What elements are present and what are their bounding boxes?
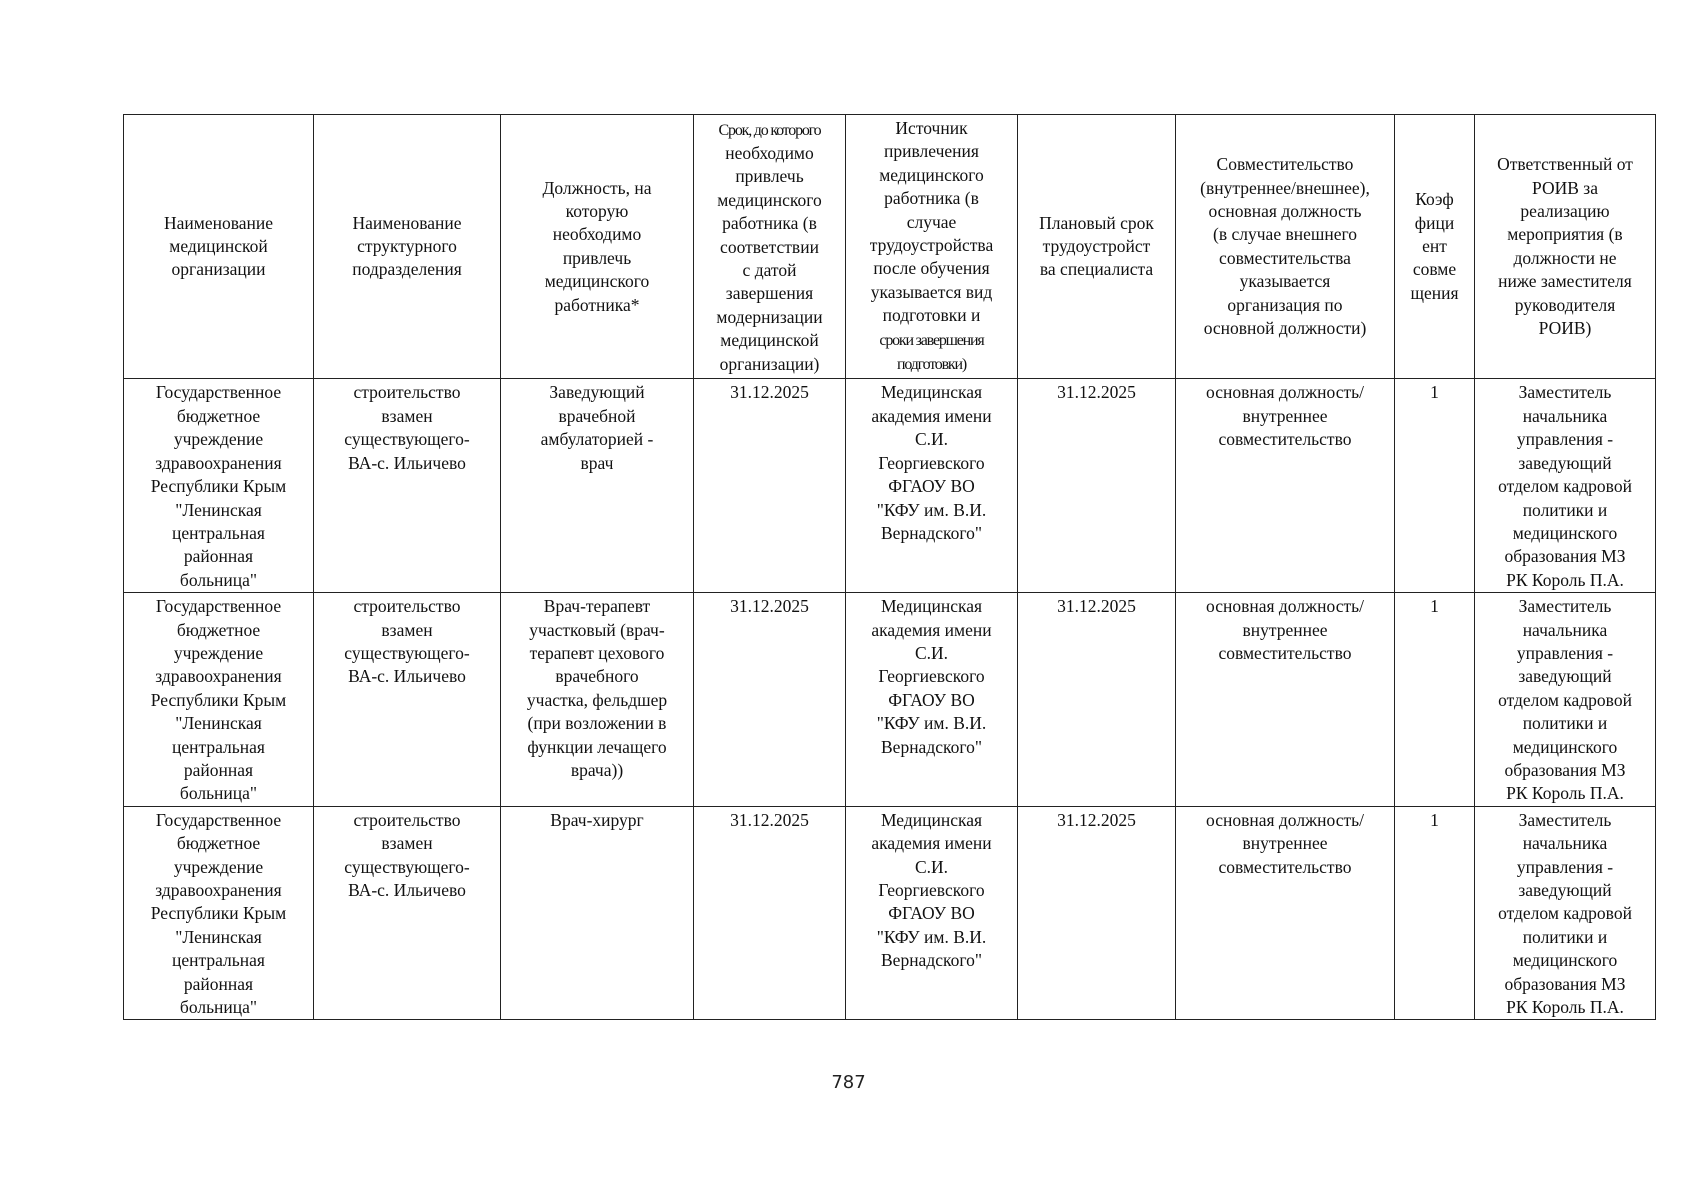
cell-text-line: основная должность/ xyxy=(1206,382,1364,403)
cell-text-line: основной должности) xyxy=(1203,317,1367,338)
cell-text-line: заведующий xyxy=(1518,452,1612,473)
cell-text-line: заведующий xyxy=(1518,666,1612,687)
cell-text-line: академия имени xyxy=(871,833,992,854)
cell-text-line: медицинского xyxy=(1512,522,1618,543)
cell-text-line: внутреннее xyxy=(1242,619,1328,640)
cell-text-line: терапевт цехового xyxy=(529,642,665,663)
cell-text-line: руководителя xyxy=(1514,294,1616,315)
cell-text-line: политики и xyxy=(1522,499,1608,520)
cell-combination xyxy=(1176,593,1395,807)
cell-text-line: Вернадского" xyxy=(881,522,982,543)
cell-text-line: политики и xyxy=(1522,926,1608,947)
cell-text-line: структурного xyxy=(357,236,457,257)
cell-text-line: РК Король П.А. xyxy=(1506,783,1624,804)
cell-text-line: управления - xyxy=(1516,642,1614,663)
cell-text-line: щения xyxy=(1410,282,1459,303)
cell-text-line: 31.12.2025 xyxy=(730,809,809,830)
cell-text-line: здравоохранения xyxy=(155,880,282,900)
cell-text-line: 1 xyxy=(1430,596,1439,617)
cell-text-line: отделом кадровой xyxy=(1498,903,1632,924)
cell-source xyxy=(846,379,1018,593)
cell-text-line: которую xyxy=(565,200,629,221)
cell-text-line: РОИВ за xyxy=(1532,177,1598,198)
cell-text-line: Республики Крым xyxy=(150,903,287,924)
cell-text-line: центральная xyxy=(172,522,265,543)
cell-text-line: образования МЗ xyxy=(1504,973,1626,994)
cell-text-line: Источник xyxy=(895,118,968,138)
cell-deadline xyxy=(694,593,846,807)
cell-text-line: основная должность/ xyxy=(1206,809,1364,830)
cell-text-line: Вернадского" xyxy=(881,736,982,757)
cell-text-line: подготовки и xyxy=(882,305,981,326)
cell-text-line: работника (в xyxy=(722,213,817,234)
cell-text-line: отделом кадровой xyxy=(1498,476,1632,497)
cell-text-line: здравоохранения xyxy=(155,666,282,687)
cell-text-line: Заместитель xyxy=(1518,596,1612,617)
cell-text-line: центральная xyxy=(172,736,265,757)
cell-text-line: Государственное xyxy=(155,809,282,830)
cell-text-line: случае xyxy=(906,211,957,232)
cell-text-line: больница" xyxy=(179,997,258,1018)
cell-text-line: здравоохранения xyxy=(155,452,282,473)
cell-combination xyxy=(1176,379,1395,593)
table-header-row xyxy=(124,115,1656,379)
cell-text-line: Георгиевского xyxy=(878,666,985,687)
cell-text-line: "Ленинская xyxy=(175,713,262,734)
cell-text-line: учреждение xyxy=(173,429,264,450)
cell-text-line: строительство xyxy=(353,809,461,830)
cell-text-line: ФГАОУ ВО xyxy=(888,689,975,710)
cell-org-name xyxy=(124,593,314,807)
cell-text-line: РК Король П.А. xyxy=(1506,569,1624,590)
cell-text-line: отделом кадровой xyxy=(1498,689,1632,710)
cell-text-line: завершения xyxy=(725,283,814,304)
cell-unit-name xyxy=(314,806,501,1020)
cell-text-line: Заместитель xyxy=(1518,809,1612,830)
cell-text-line: взамен xyxy=(381,405,433,426)
cell-text-line: "Ленинская xyxy=(175,926,262,947)
cell-text-line: должности не xyxy=(1513,247,1617,268)
cell-text-line: совместительство xyxy=(1218,642,1352,663)
cell-text-line: политики и xyxy=(1522,713,1608,734)
cell-text-line: (внутреннее/внешнее), xyxy=(1200,177,1370,198)
cell-text-line: Плановый срок xyxy=(1039,212,1154,233)
cell-unit-name xyxy=(314,379,501,593)
cell-unit-name xyxy=(314,593,501,807)
cell-text-line: "КФУ им. В.И. xyxy=(876,926,987,947)
cell-text-line: бюджетное xyxy=(176,405,261,426)
cell-coefficient xyxy=(1395,806,1475,1020)
cell-text-line: медицинского xyxy=(544,271,650,292)
cell-text-line: академия имени xyxy=(871,619,992,640)
cell-text-line: районная xyxy=(183,973,254,994)
cell-text-line: учреждение xyxy=(173,856,264,877)
cell-responsible xyxy=(1475,379,1656,593)
cell-text-line: модернизации xyxy=(716,306,823,327)
cell-text-line: "КФУ им. В.И. xyxy=(876,713,987,734)
cell-combination xyxy=(1176,806,1395,1020)
cell-text-line: медицинского xyxy=(879,164,984,185)
header-combination xyxy=(1176,115,1395,379)
cell-text-line: академия имени xyxy=(871,405,992,426)
cell-text-line: районная xyxy=(183,546,254,567)
cell-text-line: мероприятия (в xyxy=(1507,224,1623,245)
cell-text-line: строительство xyxy=(353,382,461,403)
cell-text-line: районная xyxy=(183,759,254,780)
cell-text-line: РОИВ) xyxy=(1538,317,1592,338)
cell-text-line: совместительства xyxy=(1219,247,1351,268)
cell-text-line: сроки завершения xyxy=(879,331,984,349)
cell-text-line: указывается вид xyxy=(870,281,993,302)
cell-text-line: Георгиевского xyxy=(878,880,985,900)
cell-text-line: с датой xyxy=(742,259,797,280)
cell-coefficient xyxy=(1395,379,1475,593)
cell-text-line: Государственное xyxy=(155,382,282,403)
cell-text-line: ва специалиста xyxy=(1039,259,1154,280)
cell-text-line: Должность, на xyxy=(542,177,652,198)
cell-text-line: С.И. xyxy=(914,429,949,450)
header-position xyxy=(501,115,694,379)
cell-text-line: ниже заместителя xyxy=(1498,271,1632,292)
cell-text-line: организация по xyxy=(1227,294,1343,315)
cell-text-line: образования МЗ xyxy=(1504,546,1626,567)
table-row xyxy=(124,806,1656,1020)
cell-text-line: Врач-хирург xyxy=(550,809,644,830)
cell-text-line: существующего- xyxy=(344,429,470,450)
cell-source xyxy=(846,593,1018,807)
header-org-name xyxy=(124,115,314,379)
cell-text-line: медицинского xyxy=(1512,950,1618,971)
cell-org-name xyxy=(124,379,314,593)
cell-text-line: врачебного xyxy=(555,666,639,687)
cell-text-line: начальника xyxy=(1522,619,1608,640)
cell-text-line: Совместительство xyxy=(1216,154,1354,175)
cell-text-line: работника (в xyxy=(884,188,979,209)
cell-text-line: Георгиевского xyxy=(878,452,985,473)
cell-position xyxy=(501,593,694,807)
header-planned-date xyxy=(1018,115,1176,379)
cell-text-line: взамен xyxy=(381,619,433,640)
cell-text-line: взамен xyxy=(381,833,433,854)
cell-text-line: необходимо xyxy=(552,224,642,245)
cell-text-line: С.И. xyxy=(914,856,949,877)
cell-text-line: Медицинская xyxy=(880,596,983,617)
table-row xyxy=(124,593,1656,807)
header-coefficient xyxy=(1395,115,1475,379)
cell-org-name xyxy=(124,806,314,1020)
cell-text-line: медицинской xyxy=(720,330,819,351)
cell-text-line: существующего- xyxy=(344,856,470,877)
cell-text-line: Наименование xyxy=(163,212,274,233)
cell-text-line: врача)) xyxy=(570,759,624,780)
cell-text-line: Наименование xyxy=(352,212,462,233)
cell-text-line: Вернадского" xyxy=(881,950,982,971)
cell-text-line: управления - xyxy=(1516,856,1614,877)
cell-text-line: управления - xyxy=(1516,429,1614,450)
cell-text-line: после обучения xyxy=(873,258,990,279)
cell-deadline xyxy=(694,806,846,1020)
cell-text-line: 1 xyxy=(1430,809,1439,830)
cell-text-line: "КФУ им. В.И. xyxy=(876,499,987,520)
cell-position xyxy=(501,806,694,1020)
cell-text-line: совме xyxy=(1412,259,1457,280)
cell-text-line: медицинского xyxy=(717,189,822,210)
cell-text-line: ВА-с. Ильичево xyxy=(348,666,466,687)
table-row xyxy=(124,379,1656,593)
cell-source xyxy=(846,806,1018,1020)
cell-text-line: Заместитель xyxy=(1518,382,1612,403)
cell-text-line: РК Король П.А. xyxy=(1506,997,1624,1018)
cell-text-line: заведующий xyxy=(1518,880,1612,900)
cell-text-line: Государственное xyxy=(155,596,282,617)
cell-position xyxy=(501,379,694,593)
cell-text-line: реализацию xyxy=(1520,200,1610,221)
cell-text-line: врач xyxy=(580,452,614,473)
cell-text-line: фици xyxy=(1414,212,1455,233)
cell-text-line: указывается xyxy=(1239,271,1331,292)
cell-text-line: основная должность xyxy=(1208,200,1362,221)
cell-planned-date xyxy=(1018,806,1176,1020)
cell-text-line: медицинской xyxy=(169,236,268,257)
cell-text-line: бюджетное xyxy=(176,833,261,854)
cell-text-line: функции лечащего xyxy=(527,736,667,757)
header-source xyxy=(846,115,1018,379)
cell-text-line: 31.12.2025 xyxy=(730,596,809,617)
cell-coefficient xyxy=(1395,593,1475,807)
cell-text-line: Коэф xyxy=(1415,189,1454,210)
cell-text-line: Врач-терапевт xyxy=(543,596,651,617)
cell-text-line: существующего- xyxy=(344,642,470,663)
cell-text-line: трудоустройст xyxy=(1042,236,1151,257)
cell-text-line: медицинского xyxy=(1512,736,1618,757)
cell-text-line: совместительство xyxy=(1218,856,1352,877)
cell-responsible xyxy=(1475,806,1656,1020)
cell-text-line: 31.12.2025 xyxy=(1057,809,1136,830)
cell-text-line: 31.12.2025 xyxy=(1057,382,1136,403)
page-number: 787 xyxy=(831,1072,866,1093)
cell-text-line: участковый (врач- xyxy=(529,619,665,640)
cell-text-line: ВА-с. Ильичево xyxy=(348,452,466,473)
cell-text-line: организации xyxy=(171,259,266,280)
cell-text-line: привлечь xyxy=(562,247,632,268)
cell-text-line: строительство xyxy=(353,596,461,617)
cell-text-line: привлечения xyxy=(884,141,979,162)
cell-text-line: бюджетное xyxy=(176,619,261,640)
cell-text-line: подготовки) xyxy=(897,356,966,374)
cell-text-line: (при возложении в xyxy=(527,713,667,734)
cell-text-line: Заведующий xyxy=(549,382,645,403)
cell-text-line: ент xyxy=(1422,236,1447,257)
cell-text-line: начальника xyxy=(1522,405,1608,426)
cell-text-line: Медицинская xyxy=(880,809,983,830)
cell-text-line: внутреннее xyxy=(1242,833,1328,854)
cell-text-line: 31.12.2025 xyxy=(1057,596,1136,617)
cell-text-line: основная должность/ xyxy=(1206,596,1364,617)
cell-text-line: Ответственный от xyxy=(1497,154,1633,175)
cell-text-line: образования МЗ xyxy=(1504,759,1626,780)
header-unit-name xyxy=(314,115,501,379)
cell-deadline xyxy=(694,379,846,593)
cell-text-line: необходимо xyxy=(725,142,814,163)
cell-text-line: (в случае внешнего xyxy=(1213,224,1357,245)
cell-text-line: подразделения xyxy=(352,259,462,280)
header-deadline xyxy=(694,115,846,379)
cell-planned-date xyxy=(1018,593,1176,807)
cell-text-line: врачебной xyxy=(558,405,636,426)
cell-text-line: С.И. xyxy=(914,642,949,663)
cell-text-line: ФГАОУ ВО xyxy=(888,476,975,497)
cell-responsible xyxy=(1475,593,1656,807)
cell-text-line: участка, фельдшер xyxy=(526,689,668,710)
cell-text-line: центральная xyxy=(172,950,265,971)
cell-text-line: "Ленинская xyxy=(175,499,262,520)
cell-text-line: совместительство xyxy=(1218,429,1352,450)
cell-text-line: больница" xyxy=(179,783,258,804)
cell-text-line: Республики Крым xyxy=(150,476,287,497)
cell-text-line: Медицинская xyxy=(880,382,983,403)
header-responsible xyxy=(1475,115,1656,379)
cell-text-line: внутреннее xyxy=(1242,405,1328,426)
staffing-table xyxy=(123,114,1656,1020)
cell-text-line: Срок, до которого xyxy=(718,121,821,139)
cell-text-line: ФГАОУ ВО xyxy=(888,903,975,924)
cell-text-line: ВА-с. Ильичево xyxy=(348,880,466,900)
cell-text-line: начальника xyxy=(1522,833,1608,854)
cell-text-line: 1 xyxy=(1430,382,1439,403)
cell-text-line: амбулаторией - xyxy=(540,429,654,450)
cell-text-line: 31.12.2025 xyxy=(730,382,809,403)
cell-text-line: больница" xyxy=(179,569,258,590)
cell-text-line: учреждение xyxy=(173,642,264,663)
cell-planned-date xyxy=(1018,379,1176,593)
cell-text-line: Республики Крым xyxy=(150,689,287,710)
cell-text-line: организации) xyxy=(719,353,820,374)
cell-text-line: соответствии xyxy=(720,236,819,257)
cell-text-line: работника* xyxy=(554,294,640,315)
cell-text-line: трудоустройства xyxy=(869,235,994,256)
cell-text-line: привлечь xyxy=(735,166,804,187)
